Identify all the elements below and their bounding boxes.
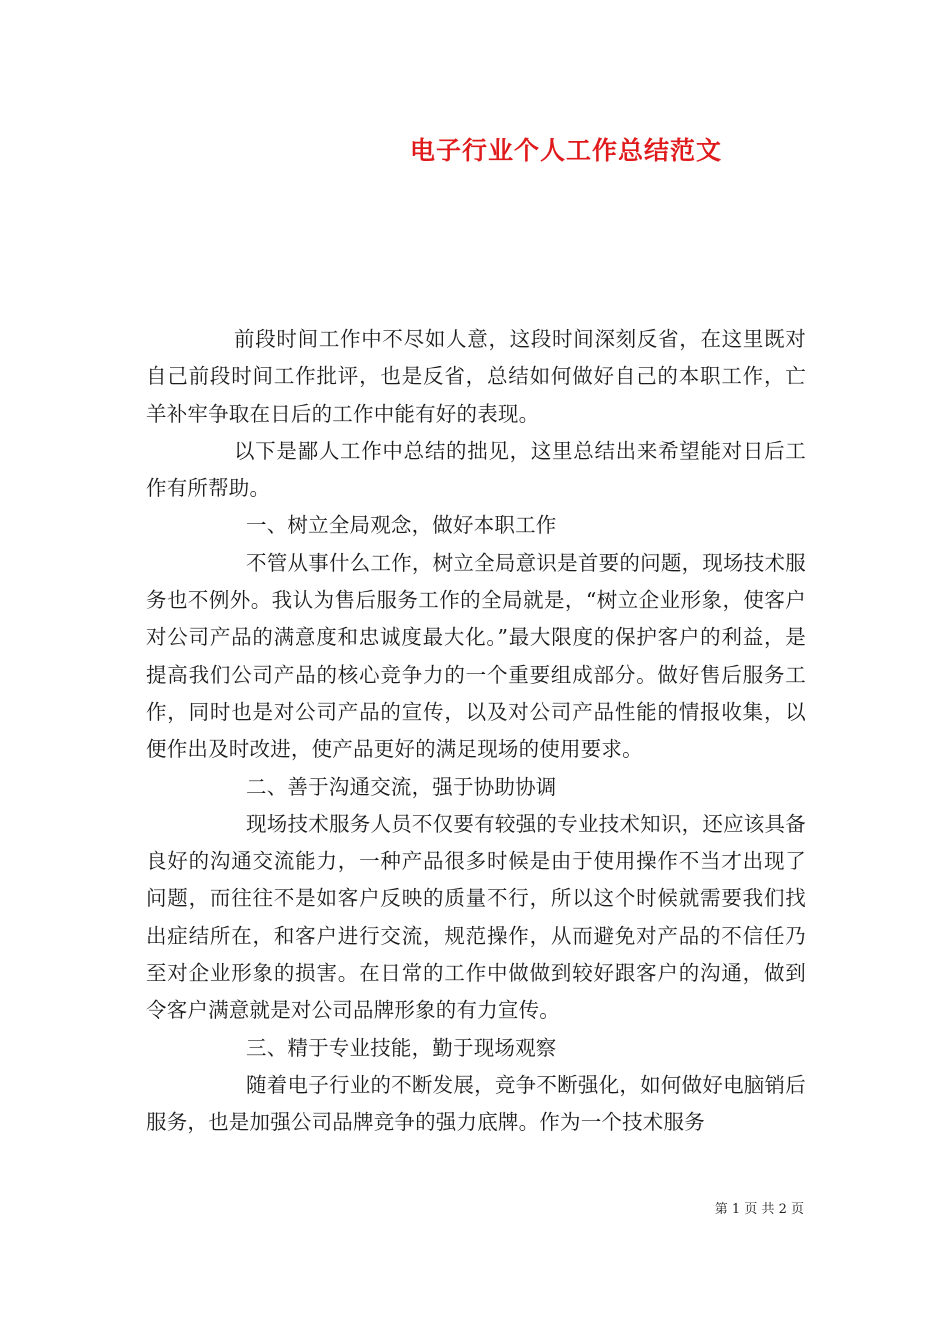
section-heading-3: 三、精于专业技能，勤于现场观察	[246, 1035, 557, 1060]
paragraph-intro: 前段时间工作中不尽如人意，这段时间深刻反省，在这里既对自己前段时间工作批评，也是反省，总结如何做好自己的本职工作，亡羊补牢争取在日后的工作中能有好的表现。	[146, 327, 806, 426]
paragraph-section-1: 不管从事什么工作，树立全局意识是首要的问题，现场技术服务也不例外。我认为售后服务工作的全局就是，“树立企业形象，使客户对公司产品的满意度和忠诚度最大化。”最大限度的保护客户的利益，是提高我们公司产品的核心竞争力的一个重要组成部分。做好售后服务工作，同时也是对公司产品的宣传，以及对公司产品性能的情报收集，以便作出及时改进，使产品更好的满足现场的使用要求。	[146, 550, 806, 762]
document-body	[146, 321, 806, 1142]
section-heading-1: 一、树立全局观念，做好本职工作	[246, 513, 557, 538]
page-title: 电子行业个人工作总结范文	[409, 136, 722, 165]
paragraph-section-3: 随着电子行业的不断发展，竞争不断强化，如何做好电脑销后服务，也是加强公司品牌竞争的强力底牌。作为一个技术服务	[146, 1072, 806, 1135]
page-number: 第 1 页 共 2 页	[714, 1202, 804, 1217]
section-heading-2: 二、善于沟通交流，强于协助协调	[246, 774, 557, 799]
paragraph-preface: 以下是鄙人工作中总结的拙见，这里总结出来希望能对日后工作有所帮助。	[146, 438, 806, 501]
paragraph-section-2: 现场技术服务人员不仅要有较强的专业技术知识，还应该具备良好的沟通交流能力，一种产品很多时候是由于使用操作不当才出现了问题，而往往不是如客户反映的质量不行，所以这个时候就需要我们找出症结所在，和客户进行交流，规范操作，从而避免对产品的不信任乃至对企业形象的损害。在日常的工作中做做到较好跟客户的沟通，做到令客户满意就是对公司品牌形象的有力宣传。	[146, 811, 806, 1023]
